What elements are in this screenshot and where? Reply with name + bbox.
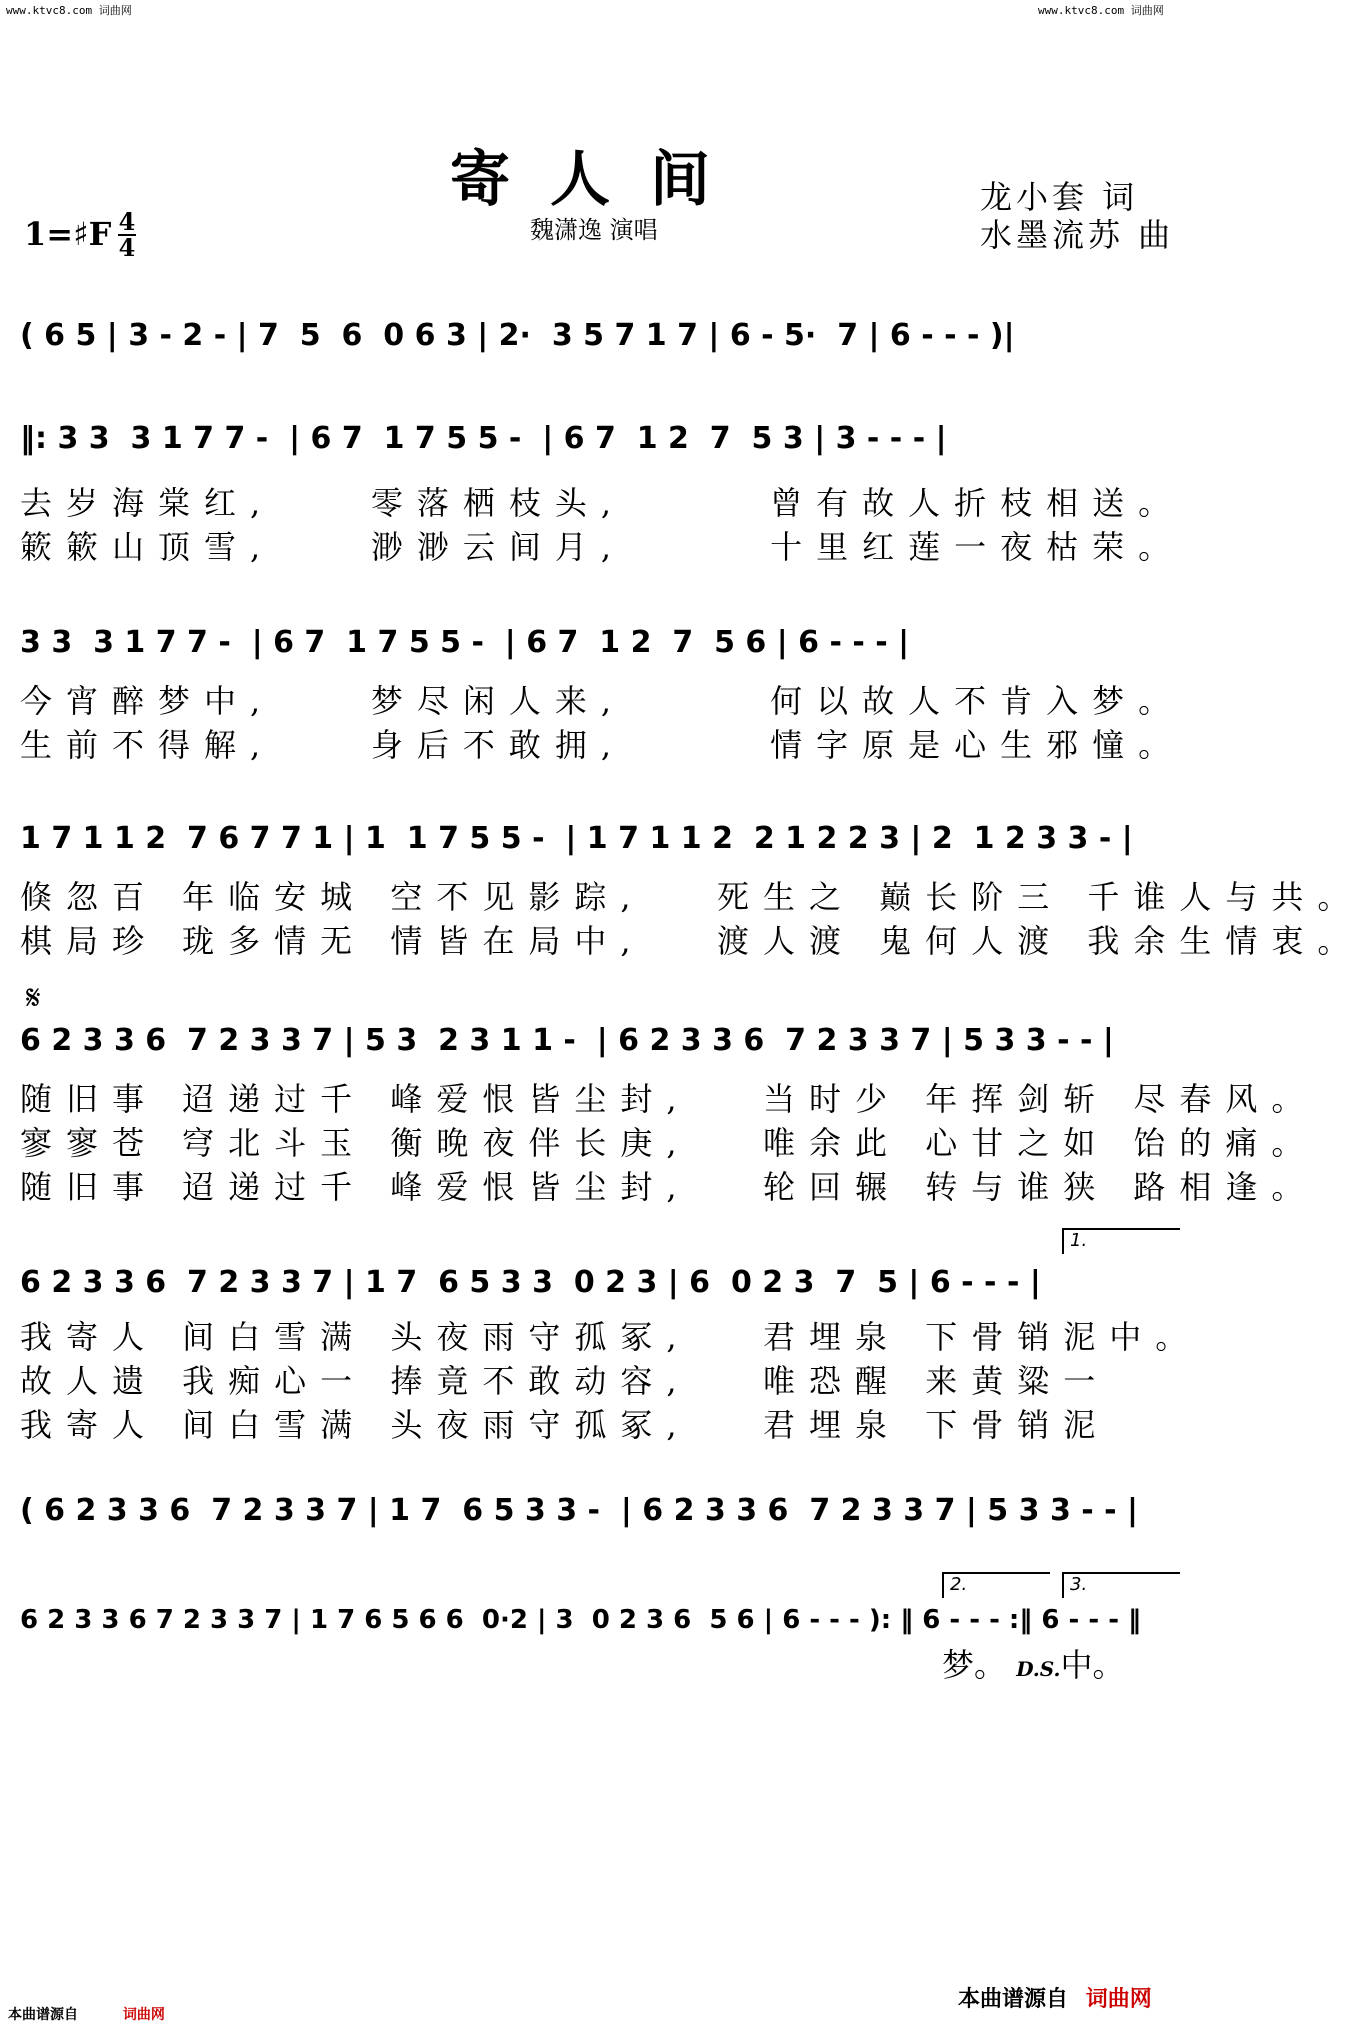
lyric-line: 寥寥苍 穹北斗玉 衡晚夜伴长庚, 唯余此 心甘之如 饴的痛。 (20, 1124, 1318, 1162)
footer-site: 词曲网 (1085, 1987, 1152, 2012)
time-bottom: 4 (118, 233, 136, 262)
staff-row-2 (20, 612, 1180, 672)
notation: 1 7 1 1 2 7 6 7 7 1 | 1 1 7 5 5 - | 1 7 1 1 2 2 1 2 2 3 | 2 1 2 3 3 - | (20, 820, 1133, 856)
lyricist-credit: 龙小套 词 (980, 178, 1139, 216)
footer-text: 本曲谱源自 (8, 2007, 78, 2023)
footer-source-left[interactable] (8, 2004, 165, 2024)
lyric-line: 故人遗 我痴心一 捧竟不敢动容, 唯恐醒 来黄粱一 (20, 1362, 1110, 1400)
staff-row-intro (20, 305, 1180, 365)
composer-credit: 水墨流苏 曲 (980, 216, 1175, 254)
site-name: 词曲网 (1130, 4, 1164, 17)
segno-sign: 𝄋 (26, 978, 41, 1018)
lyric-line: 今宵醉梦中, 梦尽闲人来, 何以故人不肯入梦。 (20, 682, 1185, 720)
footer-source-right[interactable] (958, 1982, 1152, 2013)
volta-3: 3. (1062, 1572, 1180, 1598)
lyric-line: 倏忽百 年临安城 空不见影踪, 死生之 巅长阶三 千谁人与共。 (20, 878, 1363, 916)
staff-row-5 (20, 1252, 1180, 1312)
lyric-line: 我寄人 间白雪满 头夜雨守孤冢, 君埋泉 下骨销泥 (20, 1406, 1110, 1444)
site-url: www.ktvc8.com (1038, 4, 1125, 17)
site-link-right[interactable] (1038, 2, 1164, 18)
ending-lyrics (942, 1640, 1125, 1686)
ending-lyric-2: 梦。 (942, 1646, 1007, 1684)
site-url: www.ktvc8.com (6, 4, 93, 17)
lyric-line: 棋局珍 珑多情无 情皆在局中, 渡人渡 鬼何人渡 我余生情衷。 (20, 922, 1363, 960)
footer-text: 本曲谱源自 (958, 1987, 1069, 2012)
notation: ‖: 3 3 3 1 7 7 - | 6 7 1 7 5 5 - | 6 7 1 2 7 5 3 | 3 - - - | (20, 420, 947, 456)
volta-1: 1. (1062, 1228, 1180, 1254)
lyric-line: 生前不得解, 身后不敢拥, 情字原是心生邪憧。 (20, 726, 1185, 764)
notation: ( 6 5 | 3 - 2 - | 7 5 6 0 6 3 | 2· 3 5 7 1 7 | 6 - 5· 7 | 6 - - - )| (20, 317, 1015, 353)
dal-segno-mark: D.S. (1016, 1657, 1061, 1681)
staff-row-4 (20, 1010, 1180, 1070)
lyric-line: 我寄人 间白雪满 头夜雨守孤冢, 君埋泉 下骨销泥中。 (20, 1318, 1202, 1356)
staff-row-3 (20, 808, 1180, 868)
staff-row-interlude (20, 1480, 1180, 1540)
lyric-line: 随旧事 迢递过千 峰爱恨皆尘封, 当时少 年挥剑斩 尽春风。 (20, 1080, 1318, 1118)
lyric-line: 簌簌山顶雪, 渺渺云间月, 十里红莲一夜枯荣。 (20, 528, 1185, 566)
notation: 6 2 3 3 6 7 2 3 3 7 | 5 3 2 3 1 1 - | 6 2 3 3 6 7 2 3 3 7 | 5 3 3 - - | (20, 1022, 1114, 1058)
singer-credit: 魏潇逸 演唱 (530, 216, 658, 244)
notation: 6 2 3 3 6 7 2 3 3 7 | 1 7 6 5 3 3 0 2 3 | 6 0 2 3 7 5 | 6 - - - | (20, 1264, 1041, 1300)
volta-2: 2. (942, 1572, 1050, 1598)
key-signature: 1=♯F (24, 215, 112, 253)
notation: ( 6 2 3 3 6 7 2 3 3 7 | 1 7 6 5 3 3 - | 6 2 3 3 6 7 2 3 3 7 | 5 3 3 - - | (20, 1492, 1139, 1528)
notation: 3 3 3 1 7 7 - | 6 7 1 7 5 5 - | 6 7 1 2 7 5 6 | 6 - - - | (20, 624, 910, 660)
time-top: 4 (118, 207, 136, 236)
lyric-line: 随旧事 迢递过千 峰爱恨皆尘封, 轮回辗 转与谁狭 路相逢。 (20, 1168, 1318, 1206)
footer-site: 词曲网 (122, 2007, 165, 2023)
time-signature (118, 207, 136, 262)
song-title: 寄人间 (450, 145, 750, 215)
notation: 6 2 3 3 6 7 2 3 3 7 | 1 7 6 5 6 6 0·2 | 3 0 2 3 6 5 6 | 6 - - - ): ‖ 6 - - - :‖ 6 - - - ‖ (20, 1605, 1142, 1635)
site-link-left[interactable] (6, 2, 132, 18)
site-name: 词曲网 (98, 4, 132, 17)
staff-row-1 (20, 408, 1180, 468)
ending-lyric-3: 中。 (1060, 1646, 1125, 1684)
lyric-line: 去岁海棠红, 零落栖枝头, 曾有故人折枝相送。 (20, 484, 1185, 522)
